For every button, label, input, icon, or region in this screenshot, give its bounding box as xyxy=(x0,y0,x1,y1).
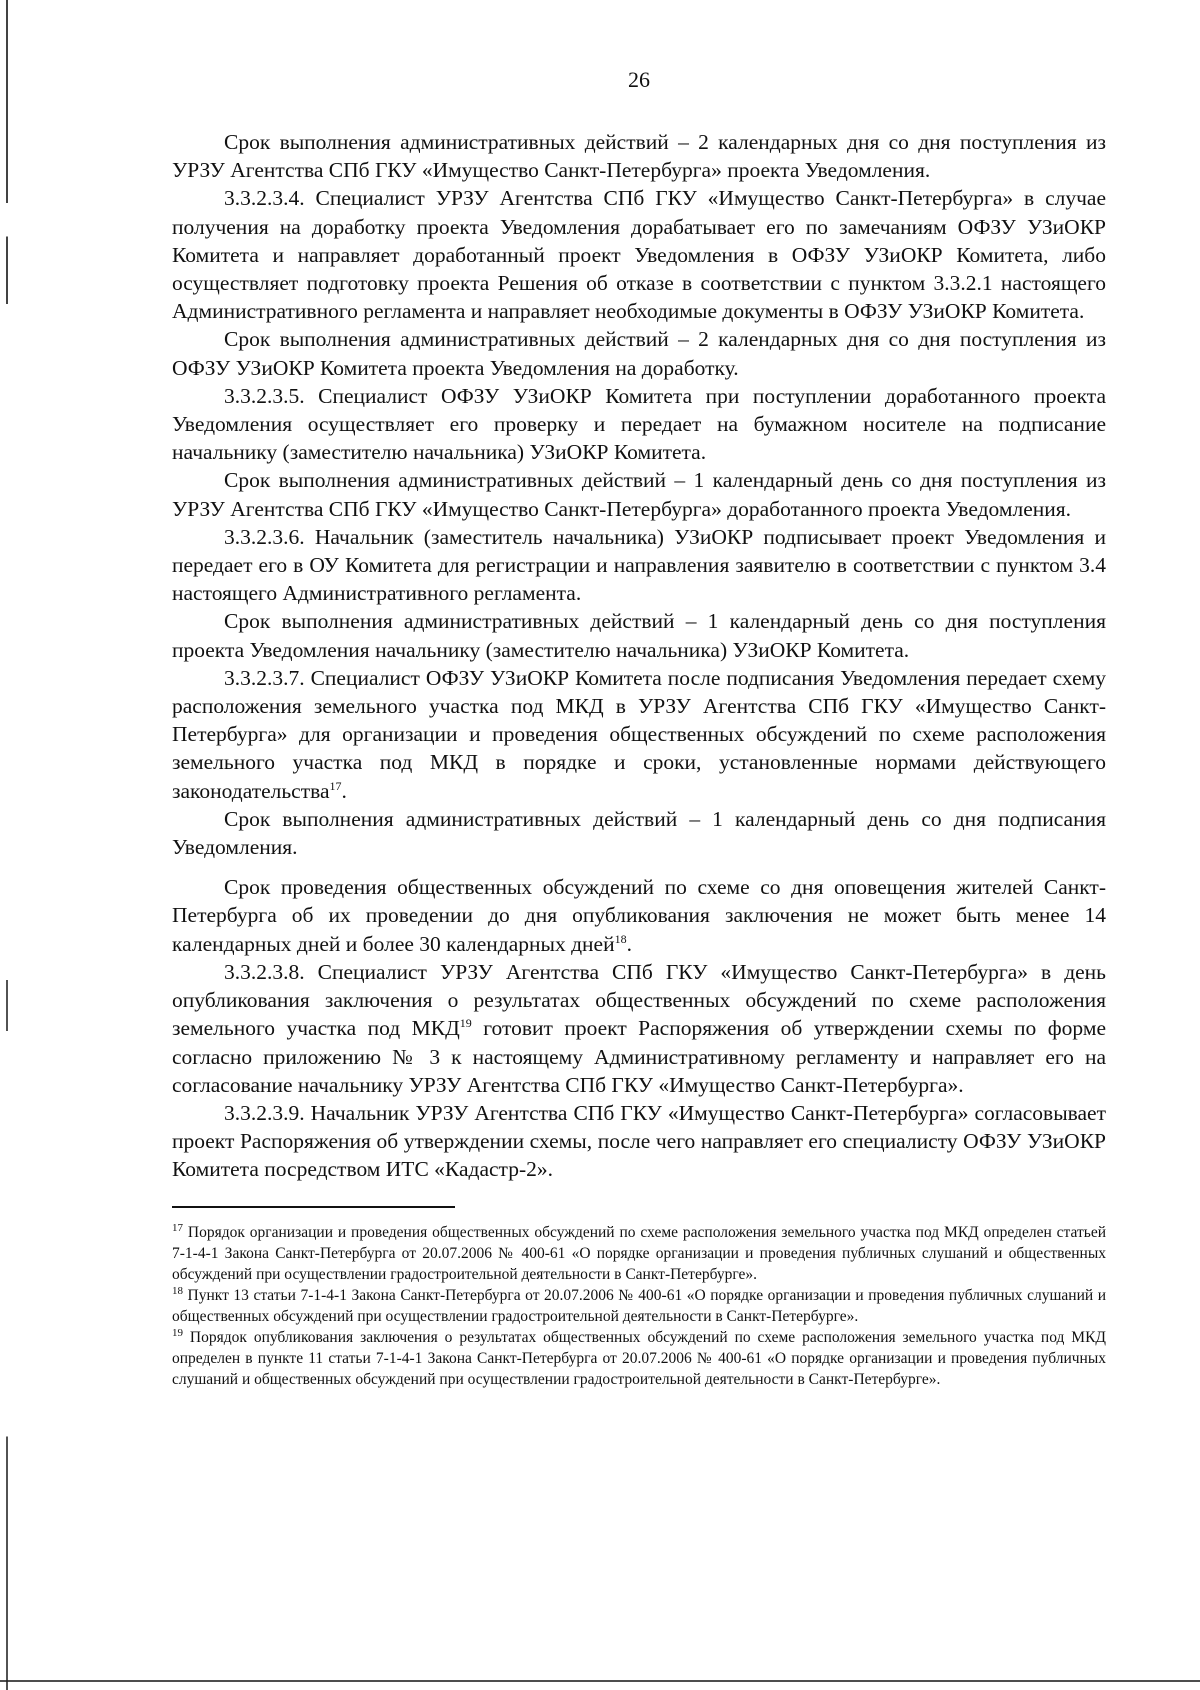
document-body xyxy=(172,128,1106,1184)
paragraph: Срок выполнения административных действий – 1 календарный день со дня поступления из УРЗУ Агентства СПб ГКУ «Имущество Санкт-Петербурга» доработанного проекта Уведомления. xyxy=(172,468,1106,521)
footnote-separator xyxy=(172,1206,455,1208)
footnote-ref[interactable]: 18 xyxy=(614,931,627,946)
page-number: 26 xyxy=(628,67,650,92)
footnotes xyxy=(172,1222,1106,1390)
paragraph: 3.3.2.3.6. Начальник (заместитель начальника) УЗиОКР подписывает проект Уведомления и передает его в ОУ Комитета для регистрации и направления заявителю в соответствии с пунктом 3.4 настоящего Административного регламента. xyxy=(172,524,1106,606)
paragraph: Срок выполнения административных действий – 1 календарный день со дня поступления проекта Уведомления начальнику (заместителю начальника) УЗиОКР Комитета. xyxy=(172,609,1106,662)
paragraph: 3.3.2.3.4. Специалист УРЗУ Агентства СПб ГКУ «Имущество Санкт-Петербурга» в случае получения на доработку проекта Уведомления дорабатывает его по замечаниям ОФЗУ УЗиОКР Комитета и направляет доработанный проект Уведомления в ОФЗУ УЗиОКР Комитета, либо осуществляет подготовку проекта Решения об отказе в соответствии с пунктом 3.3.2.1 настоящего Административного регламента и направляет необходимые документы в ОФЗУ УЗиОКР Комитета. xyxy=(172,186,1106,324)
scan-edge-bottom xyxy=(0,1680,1200,1682)
paragraph: 3.3.2.3.7. Специалист ОФЗУ УЗиОКР Комитета после подписания Уведомления передает схему расположения земельного участка под МКД в УРЗУ Агентства СПб ГКУ «Имущество Санкт-Петербурга» для организации и проведения общественных обсуждений по схеме расположения земельного участка под МКД в порядке и сроки, установленные нормами действующего законодательства$^{17}$. xyxy=(172,665,1106,803)
footnote-ref[interactable]: 17 xyxy=(329,778,342,793)
paragraph: Срок выполнения административных действий – 1 календарный день со дня подписания Уведомления. xyxy=(172,806,1106,860)
footnote: $^{19}$ Порядок опубликования заключения о результатах общественных обсуждений по схеме расположения земельного участка под МКД определен в пункте 11 статьи 7-1-4-1 Закона Санкт-Петербурга от 20.07.2006 № 400-61 «О порядке организации и проведения публичных слушаний и общественных обсуждений при осуществлении градостроительной деятельности в Санкт-Петербурге». xyxy=(172,1326,1106,1388)
footnote: $^{18}$ Пункт 13 статьи 7-1-4-1 Закона Санкт-Петербурга от 20.07.2006 № 400-61 «О порядке организации и проведения публичных слушаний и общественных обсуждений при осуществлении градостроительной деятельности в Санкт-Петербурге». xyxy=(172,1284,1106,1325)
footnote-ref[interactable]: 19 xyxy=(459,1016,472,1031)
paragraph: 3.3.2.3.5. Специалист ОФЗУ УЗиОКР Комитета при поступлении доработанного проекта Уведомления осуществляет его проверку и передает на бумажном носителе на подписание начальнику (заместителю начальника) УЗиОКР Комитета. xyxy=(172,383,1106,465)
paragraph: Срок выполнения административных действий – 2 календарных дня со дня поступления из УРЗУ Агентства СПб ГКУ «Имущество Санкт-Петербурга» проекта Уведомления. xyxy=(172,130,1106,183)
paragraph: 3.3.2.3.8. Специалист УРЗУ Агентства СПб ГКУ «Имущество Санкт-Петербурга» в день опубликования заключения о результатах общественных обсуждений по схеме расположения земельного участка под МКД$^{19}$ готовит проект Распоряжения об утверждении схемы по форме согласно приложению № 3 к настоящему Административному регламенту и направляет его на согласование начальнику УРЗУ Агентства СПб ГКУ «Имущество Санкт-Петербурга». xyxy=(172,959,1106,1097)
footnote: $^{17}$ Порядок организации и проведения общественных обсуждений по схеме расположения земельного участка под МКД определен статьей 7-1-4-1 Закона Санкт-Петербурга от 20.07.2006 № 400-61 «О порядке организации и проведения публичных слушаний и общественных обсуждений при осуществлении градостроительной деятельности в Санкт-Петербурге». xyxy=(172,1221,1106,1283)
document-page xyxy=(172,66,1106,1390)
footnote-number: 17 xyxy=(172,1221,183,1234)
scan-edge-left xyxy=(6,0,8,1690)
paragraph: 3.3.2.3.9. Начальник УРЗУ Агентства СПб ГКУ «Имущество Санкт-Петербурга» согласовывает проект Распоряжения об утверждении схемы, после чего направляет его специалисту ОФЗУ УЗиОКР Комитета посредством ИТС «Кадастр-2». xyxy=(172,1100,1106,1182)
paragraph: Срок выполнения административных действий – 2 календарных дня со дня поступления из ОФЗУ УЗиОКР Комитета проекта Уведомления на доработку. xyxy=(172,327,1106,380)
footnote-number: 19 xyxy=(172,1326,183,1339)
paragraph: Срок проведения общественных обсуждений по схеме со дня оповещения жителей Санкт-Петербурга об их проведении до дня опубликования заключения не может быть менее 14 календарных дней и более 30 календарных дней$^{18}$. xyxy=(172,875,1106,956)
footnote-number: 18 xyxy=(172,1284,183,1297)
